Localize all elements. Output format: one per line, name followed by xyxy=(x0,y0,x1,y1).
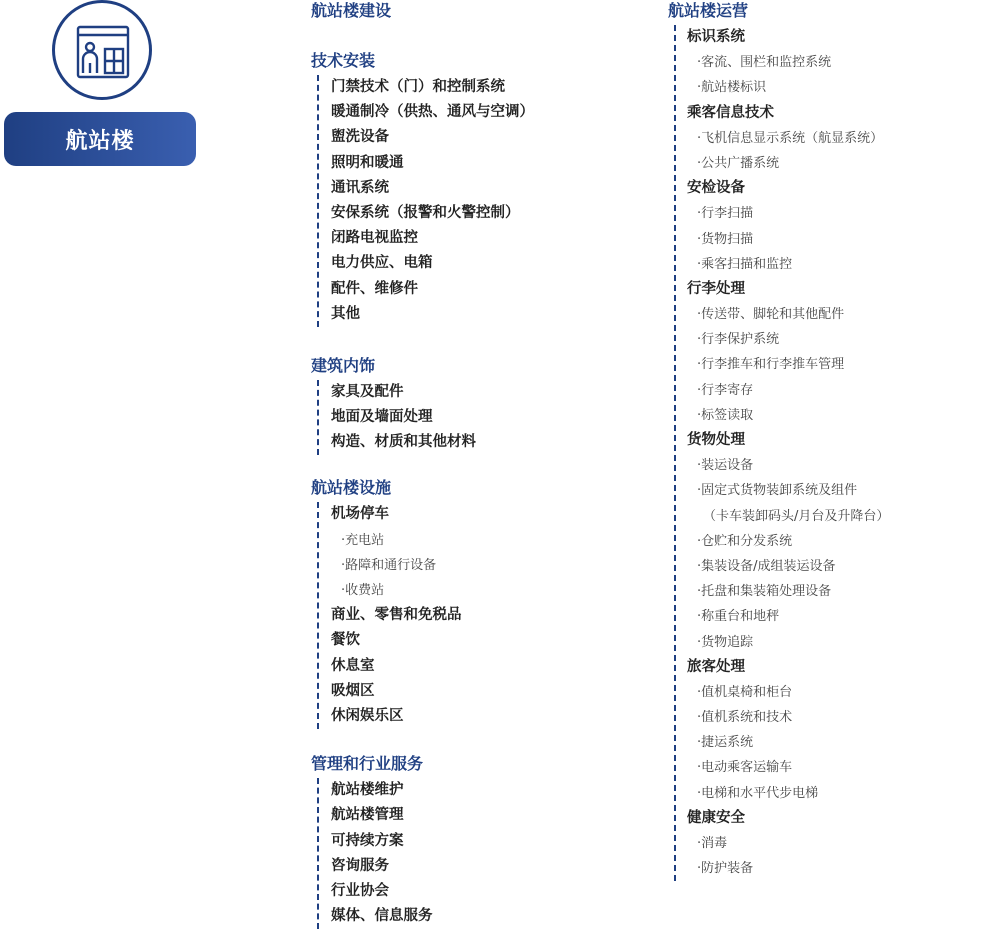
group-title: 安检设备 xyxy=(687,180,745,197)
list-item: 构造、材质和其他材料 xyxy=(331,434,476,451)
sub-list-item: ·标签读取 xyxy=(697,407,754,423)
list-item: 可持续方案 xyxy=(331,832,404,849)
list-item: 休闲娱乐区 xyxy=(331,707,404,724)
sub-list-item: ·路障和通行设备 xyxy=(341,557,437,573)
list-item: 安保系统（报警和火警控制） xyxy=(331,204,520,221)
sub-list-item: ·托盘和集装箱处理设备 xyxy=(697,584,832,600)
sub-list-item: ·客流、围栏和监控系统 xyxy=(697,55,832,71)
sub-list-item: ·飞机信息显示系统（航显系统） xyxy=(697,130,884,146)
sub-list-item: ·收费站 xyxy=(341,583,385,598)
sub-list-item: ·行李扫描 xyxy=(697,206,754,222)
sub-list-item: ·电动乘客运输车 xyxy=(697,760,793,776)
sub-list-item: ·公共广播系统 xyxy=(697,155,780,171)
tech-install-list xyxy=(317,75,641,327)
sub-list-item: ·防护装备 xyxy=(697,861,754,877)
facilities-list xyxy=(317,502,641,729)
sub-list-item: ·传送带、脚轮和其他配件 xyxy=(697,307,845,323)
services-list xyxy=(317,778,641,929)
list-item: 门禁技术（门）和控制系统 xyxy=(331,79,505,95)
sub-list-item: ·行李推车和行李推车管理 xyxy=(697,357,845,373)
list-item: 照明和暖通 xyxy=(331,154,404,171)
group-title: 健康安全 xyxy=(687,809,745,826)
list-item: 行业协会 xyxy=(331,882,389,899)
list-item: 咨询服务 xyxy=(331,857,389,874)
list-item: 休息室 xyxy=(331,657,375,674)
category-label: 航站楼 xyxy=(4,112,196,166)
sub-list-item: ·集装设备/成组装运设备 xyxy=(697,558,836,574)
sub-list-item: ·航站楼标识 xyxy=(697,80,767,96)
construction-title: 航站楼建设 xyxy=(311,1,392,20)
operations-list xyxy=(674,25,990,881)
sub-list-item: ·货物扫描 xyxy=(697,231,754,247)
facilities-title: 航站楼设施 xyxy=(311,478,392,498)
sub-list-item: ·充电站 xyxy=(341,532,385,548)
list-item: 吸烟区 xyxy=(331,682,375,699)
sub-list-item: ·电梯和水平代步电梯 xyxy=(697,785,819,801)
list-item: 配件、维修件 xyxy=(331,280,418,297)
tech-install-title: 技术安装 xyxy=(311,51,376,70)
list-item: 机场停车 xyxy=(331,506,389,523)
group-title: 乘客信息技术 xyxy=(687,104,774,121)
list-item: 闭路电视监控 xyxy=(331,230,418,247)
list-item: 其他 xyxy=(331,305,360,322)
operations-title: 航站楼运营 xyxy=(668,1,749,20)
sub-list-item: ·行李寄存 xyxy=(697,382,754,398)
sub-list-item: ·消毒 xyxy=(697,836,728,851)
sub-list-item: ·装运设备 xyxy=(697,458,754,474)
list-item: 航站楼维护 xyxy=(331,782,404,799)
group-title: 货物处理 xyxy=(687,432,745,448)
services-title: 管理和行业服务 xyxy=(311,754,424,774)
terminal-building-icon xyxy=(52,0,152,100)
list-item: 通讯系统 xyxy=(331,179,389,196)
operations-column xyxy=(668,0,990,881)
sub-list-item: ·值机桌椅和柜台 xyxy=(697,684,793,700)
sub-list-item: ·行李保护系统 xyxy=(697,332,780,348)
sub-list-item: ·乘客扫描和监控 xyxy=(697,256,793,272)
interior-title: 建筑内饰 xyxy=(311,355,376,375)
list-item: 媒体、信息服务 xyxy=(331,908,433,925)
group-title: 标识系统 xyxy=(687,29,745,45)
group-title: 旅客处理 xyxy=(687,658,745,675)
list-item: 商业、零售和免税品 xyxy=(331,607,462,624)
list-item: 地面及墙面处理 xyxy=(331,409,433,426)
sub-list-item-continuation: （卡车装卸码头/月台及升降台） xyxy=(703,508,890,524)
list-item: 航站楼管理 xyxy=(331,807,404,824)
sub-list-item: ·固定式货物装卸系统及组件 xyxy=(697,483,858,499)
list-item: 电力供应、电箱 xyxy=(331,255,433,272)
sub-list-item: ·仓贮和分发系统 xyxy=(697,533,793,549)
list-item: 暖通制冷（供热、通风与空调） xyxy=(331,104,534,121)
construction-column xyxy=(311,0,641,929)
sub-list-item: ·称重台和地秤 xyxy=(697,609,780,625)
sub-list-item: ·捷运系统 xyxy=(697,735,754,751)
list-item: 盥洗设备 xyxy=(331,129,389,146)
sub-list-item: ·货物追踪 xyxy=(697,634,754,650)
group-title: 行李处理 xyxy=(687,280,745,297)
list-item: 餐饮 xyxy=(331,632,360,649)
list-item: 家具及配件 xyxy=(331,383,404,400)
interior-list xyxy=(317,380,641,456)
sub-list-item: ·值机系统和技术 xyxy=(697,710,793,726)
